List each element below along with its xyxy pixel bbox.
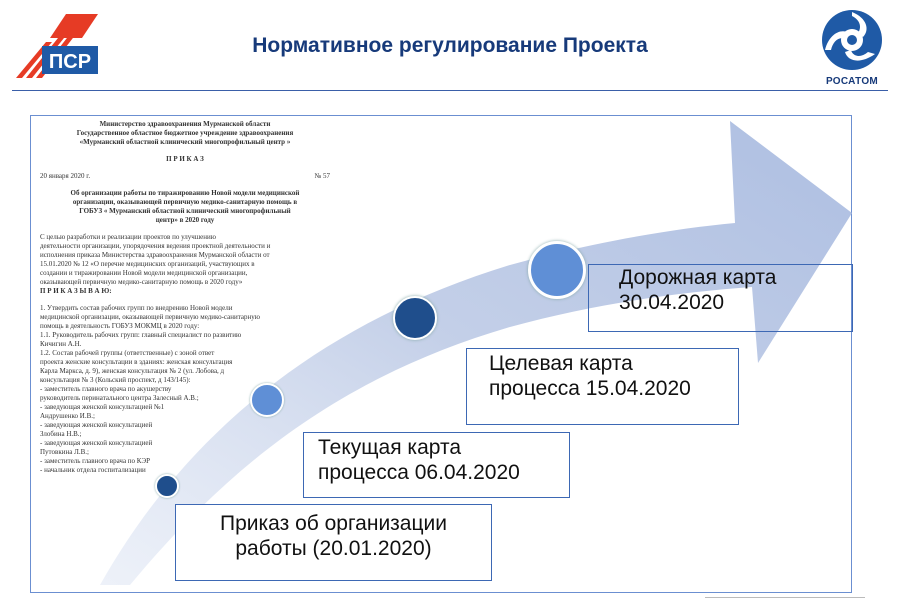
doc-item-line: медицинской организации, оказывающей первичную медико-санитарную [40, 313, 260, 321]
stage-label: работы (20.01.2020) [235, 537, 432, 560]
doc-item-line: - заместитель главного врача по акушерству [40, 385, 172, 393]
doc-item-line: проекта женские консультации в зданиях: женская консультация [40, 358, 233, 366]
doc-item-line: - заведующая женской консультацией [40, 421, 153, 429]
doc-body-line: создании и тиражировании Новой модели медицинской организации, [40, 269, 248, 277]
rosatom-logo-label: РОСАТОМ [825, 76, 879, 87]
milestone-dot-3 [393, 296, 437, 340]
slide-header [0, 0, 900, 92]
doc-number: № 57 [314, 172, 330, 180]
doc-item-line: 1. Утвердить состав рабочих групп по внедрению Новой модели [40, 304, 233, 312]
doc-body-line: исполнения приказа Министерства здравоохранения Мурманской области от [40, 251, 270, 259]
stage-label: процесса 06.04.2020 [318, 461, 520, 484]
doc-item-line: Андрушенко И.В.; [40, 412, 95, 420]
doc-subject-line: ГОБУЗ « Мурманский областной клинический многопрофильный [79, 207, 291, 215]
doc-item-line: - заведующая женской консультацией [40, 439, 153, 447]
header-divider [12, 90, 888, 91]
milestone-dot-2 [250, 383, 284, 417]
doc-type: П Р И К А З [166, 155, 204, 163]
stage-label: процесса 15.04.2020 [489, 377, 691, 400]
page-title: Нормативное регулирование Проекта [252, 34, 648, 57]
doc-body-line: 15.01.2020 № 12 «О перечне медицинских организаций, участвующих в [40, 260, 255, 268]
doc-institution: Государственное областное бюджетное учреждение здравоохранения [76, 129, 294, 137]
rosatom-logo-icon [815, 6, 889, 74]
doc-item-line: руководитель перинатального центра Залесный А.В.; [40, 394, 199, 402]
stage-label: Дорожная карта [619, 266, 777, 289]
stage-box-roadmap [588, 264, 853, 332]
stage-box-target-map [466, 348, 739, 425]
doc-item-line: Злобина Н.В.; [40, 430, 82, 438]
doc-subject-line: Об организации работы по тиражированию Новой модели медицинской [70, 189, 300, 197]
psr-logo-text: ПСР [48, 51, 92, 73]
doc-body-line: оказывающей первичную медико-санитарную помощь в 2020 году» [40, 278, 243, 286]
doc-item-line: Кичигин А.Н. [40, 340, 82, 348]
milestone-dot-4 [528, 241, 586, 299]
doc-item-line: 1.2. Состав рабочей группы (ответственные) с зоной ответ [40, 349, 215, 357]
doc-order-word: П Р И К А З Ы В А Ю: [40, 287, 112, 295]
stage-label: Приказ об организации [220, 512, 447, 535]
stage-label: Текущая карта [318, 436, 462, 459]
doc-item-line: консультация № 3 (Кольский проспект, д 143/145): [40, 376, 191, 384]
milestone-dot-1 [155, 474, 179, 498]
psr-logo-icon [12, 8, 104, 80]
stage-label: Целевая карта [489, 352, 633, 375]
doc-item-line: Карла Маркса, д. 9), женская консультация № 2 (ул. Лобова, д [40, 367, 225, 375]
doc-item-line: - заместитель главного врача по КЭР [40, 457, 151, 465]
stage-box-current-map [303, 432, 570, 498]
doc-item-line: - заведующая женской консультацией №1 [40, 403, 165, 411]
footer-divider [705, 597, 865, 598]
doc-item-line: помощь в деятельность ГОБУЗ МОКМЦ в 2020 году: [40, 322, 200, 330]
doc-body-line: С целью разработки и реализации проектов по улучшению [40, 233, 216, 241]
rosatom-logo [815, 6, 889, 91]
doc-item-line: Путовкина Л.В.; [40, 448, 89, 456]
stage-label: 30.04.2020 [619, 291, 725, 314]
doc-hospital: «Мурманский областной клинический многопрофильный центр » [79, 138, 291, 146]
doc-item-line: - начальник отдела госпитализации [40, 466, 146, 474]
doc-subject-line: организации, оказывающей первичную медико-санитарную помощь в [72, 198, 298, 206]
doc-subject-line: центр» в 2020 году [155, 216, 215, 224]
doc-ministry: Министерство здравоохранения Мурманской области [99, 120, 271, 128]
doc-date: 20 января 2020 г. [40, 172, 91, 180]
doc-body-line: деятельности организации, упорядочения ведения проектной деятельности и [40, 242, 271, 250]
doc-item-line: 1.1. Руководитель рабочих групп: главный специалист по развитию [40, 331, 242, 339]
stage-box-order [175, 504, 492, 581]
